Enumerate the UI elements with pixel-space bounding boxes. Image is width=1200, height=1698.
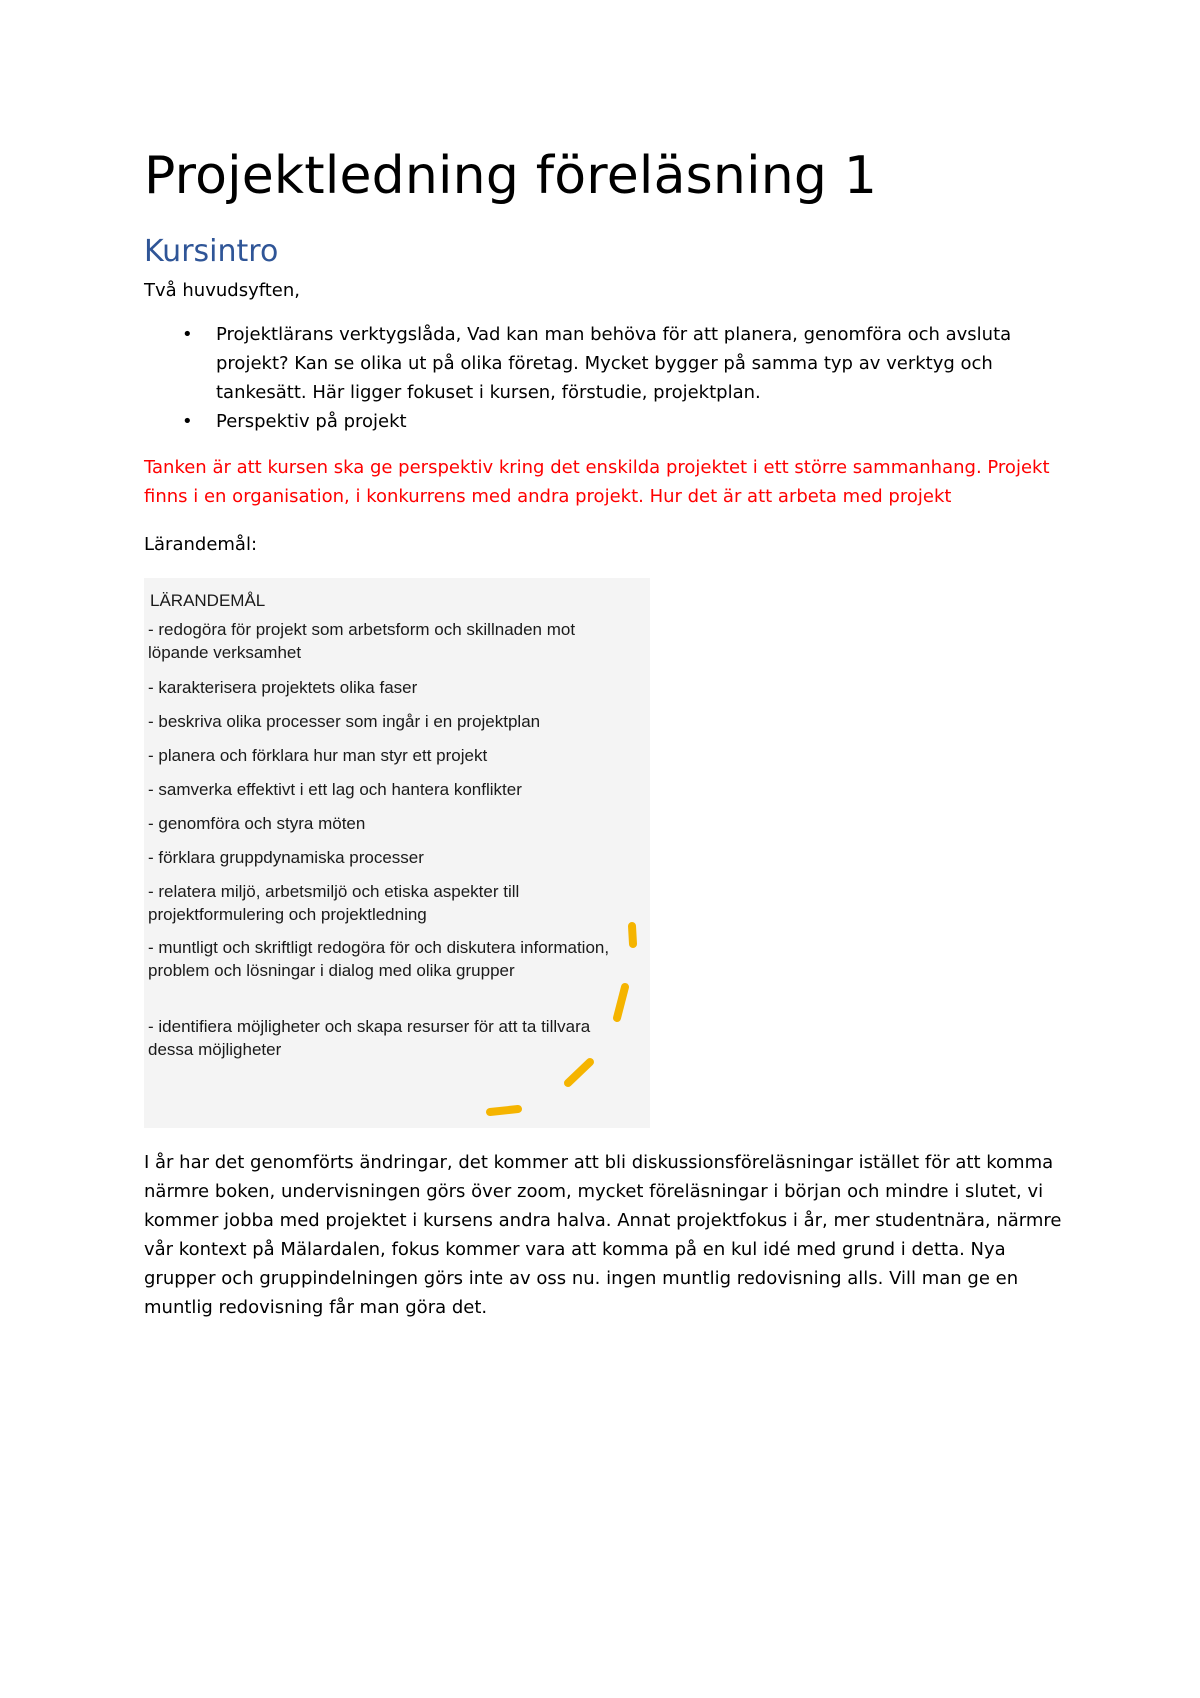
learning-goal-item: - muntligt och skriftligt redogöra för och diskutera information, problem och lösningar i dialog med olika grupper: [148, 938, 610, 980]
learning-goal-item: - planera och förklara hur man styr ett projekt: [148, 746, 488, 765]
bullet-item: [144, 320, 1064, 407]
learning-goals-label: Lärandemål:: [144, 534, 258, 555]
emphasis-paragraph: Tanken är att kursen ska ge perspektiv kring det enskilda projektet i ett större sammanhang. Projekt finns i en organisation, i konkurrens med andra projekt. Hur det är att arbeta med projekt: [144, 457, 1050, 507]
bullet-dot-icon: •: [182, 411, 193, 432]
arc-dash: [568, 1062, 590, 1083]
bullet-item: [144, 407, 1064, 436]
section-heading-kursintro: Kursintro: [144, 234, 279, 269]
changes-paragraph: I år har det genomförts ändringar, det kommer att bli diskussionsföreläsningar istället för att komma närmre boken, undervisningen görs över zoom, mycket föreläsningar i början och mindre i slutet, vi kommer jobba med projektet i kursens andra halva. Annat projektfokus i år, mer studentnära, närmre vår kontext på Mälardalen, fokus kommer vara att komma på en kul idé med grund i detta. Nya grupper och gruppindelningen görs inte av oss nu. ingen muntlig redovisning alls. Vill man ge en muntlig redovisning får man göra det.: [144, 1152, 1062, 1318]
learning-goal-item: - karakterisera projektets olika faser: [148, 678, 418, 697]
learning-goal-item: - förklara gruppdynamiska processer: [148, 848, 424, 867]
document-title: Projektledning föreläsning 1: [144, 146, 878, 206]
bullet-list: [144, 320, 1064, 436]
intro-line: Två huvudsyften,: [144, 280, 301, 301]
arc-dash: [632, 926, 633, 944]
learning-goals-image-title: LÄRANDEMÅL: [150, 591, 266, 610]
learning-goal-item: - beskriva olika processer som ingår i en projektplan: [148, 712, 541, 731]
learning-goal-item: - relatera miljö, arbetsmiljö och etiska aspekter till projektformulering och projektledning: [148, 882, 520, 924]
bullet-text: Perspektiv på projekt: [216, 411, 407, 432]
learning-goal-item: - genomföra och styra möten: [148, 814, 366, 833]
learning-goal-item: - samverka effektivt i ett lag och hantera konflikter: [148, 780, 522, 799]
learning-goal-item: - identifiera möjligheter och skapa resurser för att ta tillvara dessa möjligheter: [148, 1017, 591, 1059]
yellow-arc-decoration-icon: [144, 578, 650, 1128]
learning-goal-item: - redogöra för projekt som arbetsform och skillnaden mot löpande verksamhet: [148, 620, 576, 662]
learning-goals-image: [144, 578, 650, 1128]
bullet-text: Projektlärans verktygslåda, Vad kan man behöva för att planera, genomföra och avsluta projekt? Kan se olika ut på olika företag. Mycket bygger på samma typ av verktyg och tankesätt. Här ligger fokuset i kursen, förstudie, projektplan.: [216, 324, 1012, 403]
arc-dash: [490, 1109, 518, 1112]
arc-dash: [617, 987, 625, 1018]
bullet-dot-icon: •: [182, 324, 193, 345]
